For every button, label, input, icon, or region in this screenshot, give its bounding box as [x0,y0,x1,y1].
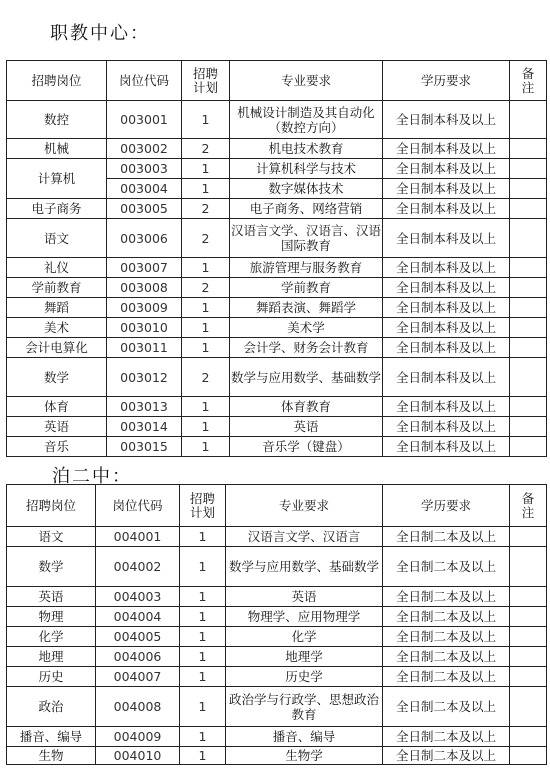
plan-cell: 1 [180,547,226,587]
education-cell: 全日制本科及以上 [383,199,510,219]
plan-cell: 1 [182,258,230,278]
code-cell: 004008 [96,687,180,727]
header-note: 备 注 [510,485,547,527]
note-cell [510,219,547,258]
note-cell [510,101,547,139]
education-cell: 全日制本科及以上 [383,278,510,298]
plan-cell: 1 [182,179,230,199]
major-cell: 学前教育 [230,278,383,298]
post-cell: 音乐 [7,437,107,457]
plan-cell: 1 [182,101,230,139]
education-cell: 全日制二本及以上 [383,547,510,587]
code-cell: 004002 [96,547,180,587]
plan-cell: 1 [180,647,226,667]
table-row [7,437,547,457]
header-plan: 招聘 计划 [182,61,230,101]
post-cell: 化学 [7,627,96,647]
table-row [7,587,547,607]
note-cell [510,417,547,437]
code-cell: 003007 [107,258,182,278]
plan-cell: 1 [182,338,230,358]
education-cell: 全日制二本及以上 [383,527,510,547]
note-cell [510,587,547,607]
education-cell: 全日制本科及以上 [383,338,510,358]
table-row [7,527,547,547]
code-cell: 004009 [96,727,180,747]
note-cell [510,199,547,219]
post-cell: 计算机 [7,159,107,199]
recruitment-table-vocational-center [6,60,547,457]
post-cell: 美术 [7,318,107,338]
education-cell: 全日制本科及以上 [383,318,510,338]
post-cell: 礼仪 [7,258,107,278]
major-cell: 汉语言文学、汉语言 [226,527,383,547]
major-cell: 数学与应用数学、基础数学 [230,358,383,397]
plan-cell: 2 [182,219,230,258]
major-cell: 电子商务、网络营销 [230,199,383,219]
note-cell [510,278,547,298]
plan-cell: 2 [182,199,230,219]
education-cell: 全日制本科及以上 [383,139,510,159]
code-cell: 003012 [107,358,182,397]
code-cell: 003014 [107,417,182,437]
post-cell: 学前教育 [7,278,107,298]
post-cell: 机械 [7,139,107,159]
code-cell: 004001 [96,527,180,547]
education-cell: 全日制二本及以上 [383,667,510,687]
plan-cell: 1 [180,627,226,647]
plan-cell: 1 [182,417,230,437]
major-cell: 机电技术教育 [230,139,383,159]
major-cell: 数学与应用数学、基础数学 [226,547,383,587]
major-cell: 会计学、财务会计教育 [230,338,383,358]
plan-cell: 2 [182,358,230,397]
post-cell: 英语 [7,587,96,607]
major-cell: 体育教育 [230,397,383,417]
post-cell: 体育 [7,397,107,417]
plan-cell: 1 [180,527,226,547]
note-cell [510,527,547,547]
code-cell: 004005 [96,627,180,647]
recruitment-table-bo-second-middle-school [6,484,547,765]
note-cell [510,318,547,338]
post-cell: 数控 [7,101,107,139]
code-cell: 003004 [107,179,182,199]
education-cell: 全日制本科及以上 [383,358,510,397]
table-row [7,199,547,219]
header-code: 岗位代码 [96,485,180,527]
plan-cell: 1 [180,727,226,747]
plan-cell: 1 [180,747,226,765]
education-cell: 全日制本科及以上 [383,437,510,457]
code-cell: 003008 [107,278,182,298]
major-cell: 音乐学（键盘） [230,437,383,457]
code-cell: 003011 [107,338,182,358]
plan-cell: 1 [180,587,226,607]
note-cell [510,747,547,765]
plan-cell: 1 [182,298,230,318]
note-cell [510,139,547,159]
code-cell: 003010 [107,318,182,338]
post-cell: 生物 [7,747,96,765]
post-cell: 语文 [7,527,96,547]
post-cell: 物理 [7,607,96,627]
major-cell: 化学 [226,627,383,647]
education-cell: 全日制二本及以上 [383,587,510,607]
major-cell: 旅游管理与服务教育 [230,258,383,278]
major-cell: 英语 [226,587,383,607]
plan-cell: 1 [180,607,226,627]
education-cell: 全日制二本及以上 [383,607,510,627]
plan-cell: 1 [182,397,230,417]
education-cell: 全日制本科及以上 [383,397,510,417]
post-cell: 语文 [7,219,107,258]
header-post: 招聘岗位 [7,61,107,101]
code-cell: 003001 [107,101,182,139]
note-cell [510,258,547,278]
table-row [7,547,547,587]
major-cell: 美术学 [230,318,383,338]
plan-cell: 1 [180,667,226,687]
code-cell: 004007 [96,667,180,687]
code-cell: 004004 [96,607,180,627]
plan-cell: 1 [182,437,230,457]
table-row [7,358,547,397]
post-cell: 数学 [7,547,96,587]
note-cell [510,298,547,318]
note-cell [510,687,547,727]
note-cell [510,607,547,627]
section-title-vocational-center: 职教中心： [50,23,150,44]
major-cell: 数字媒体技术 [230,179,383,199]
education-cell: 全日制二本及以上 [383,747,510,765]
table-row [7,727,547,747]
table-row [7,298,547,318]
education-cell: 全日制本科及以上 [383,219,510,258]
section-title-bo-second-middle-school: 泊二中： [52,466,132,487]
note-cell [510,547,547,587]
post-cell: 数学 [7,358,107,397]
table-row [7,139,547,159]
major-cell: 英语 [230,417,383,437]
major-cell: 物理学、应用物理学 [226,607,383,627]
header-post: 招聘岗位 [7,485,96,527]
header-note: 备 注 [510,61,547,101]
note-cell [510,338,547,358]
major-cell: 生物学 [226,747,383,765]
plan-cell: 1 [182,159,230,179]
note-cell [510,627,547,647]
post-cell: 政治 [7,687,96,727]
major-cell: 历史学 [226,667,383,687]
header-major: 专业要求 [230,61,383,101]
post-cell: 播音、编导 [7,727,96,747]
header-code: 岗位代码 [107,61,182,101]
table-row [7,647,547,667]
education-cell: 全日制二本及以上 [383,647,510,667]
major-cell: 机械设计制造及其自动化（数控方向） [230,101,383,139]
table-row [7,258,547,278]
code-cell: 003002 [107,139,182,159]
major-cell: 播音、编导 [226,727,383,747]
table-header-row [7,61,547,101]
post-cell: 舞蹈 [7,298,107,318]
table-row [7,667,547,687]
education-cell: 全日制二本及以上 [383,727,510,747]
code-cell: 004006 [96,647,180,667]
education-cell: 全日制本科及以上 [383,258,510,278]
table-row [7,607,547,627]
code-cell: 003005 [107,199,182,219]
education-cell: 全日制本科及以上 [383,159,510,179]
header-plan: 招聘 计划 [180,485,226,527]
note-cell [510,397,547,417]
education-cell: 全日制二本及以上 [383,627,510,647]
header-major: 专业要求 [226,485,383,527]
plan-cell: 2 [182,278,230,298]
code-cell: 003006 [107,219,182,258]
education-cell: 全日制二本及以上 [383,687,510,727]
note-cell [510,437,547,457]
major-cell: 政治学与行政学、思想政治教育 [226,687,383,727]
major-cell: 地理学 [226,647,383,667]
table-row [7,417,547,437]
code-cell: 004010 [96,747,180,765]
major-cell: 汉语言文学、汉语言、汉语国际教育 [230,219,383,258]
table-header-row [7,485,547,527]
post-cell: 地理 [7,647,96,667]
education-cell: 全日制本科及以上 [383,417,510,437]
table-row [7,318,547,338]
header-education: 学历要求 [383,61,510,101]
table-row [7,397,547,417]
note-cell [510,727,547,747]
table-row [7,627,547,647]
code-cell: 003013 [107,397,182,417]
note-cell [510,159,547,179]
table-row [7,747,547,765]
note-cell [510,358,547,397]
note-cell [510,179,547,199]
code-cell: 004003 [96,587,180,607]
code-cell: 003009 [107,298,182,318]
plan-cell: 2 [182,139,230,159]
table-row [7,278,547,298]
plan-cell: 1 [180,687,226,727]
post-cell: 历史 [7,667,96,687]
education-cell: 全日制本科及以上 [383,298,510,318]
major-cell: 舞蹈表演、舞蹈学 [230,298,383,318]
post-cell: 会计电算化 [7,338,107,358]
post-cell: 电子商务 [7,199,107,219]
code-cell: 003003 [107,159,182,179]
education-cell: 全日制本科及以上 [383,101,510,139]
major-cell: 计算机科学与技术 [230,159,383,179]
plan-cell: 1 [182,318,230,338]
note-cell [510,667,547,687]
code-cell: 003015 [107,437,182,457]
table-row [7,101,547,139]
education-cell: 全日制本科及以上 [383,179,510,199]
header-education: 学历要求 [383,485,510,527]
table-row [7,338,547,358]
table-row [7,687,547,727]
note-cell [510,647,547,667]
table-row [7,159,547,179]
post-cell: 英语 [7,417,107,437]
table-row [7,219,547,258]
